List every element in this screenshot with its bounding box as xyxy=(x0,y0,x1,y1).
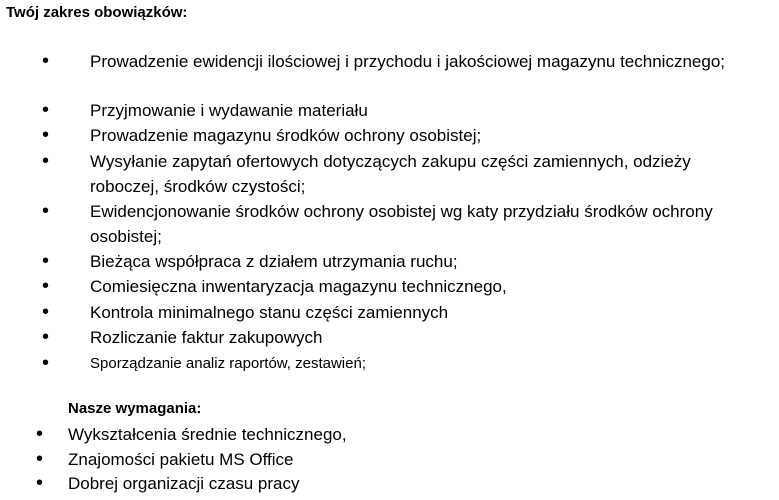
list-item-text: Comiesięczna inwentaryzacja magazynu technicznego, xyxy=(90,277,507,296)
section-heading-requirements: Nasze wymagania: xyxy=(68,400,202,417)
list-item-text: Znajomości pakietu MS Office xyxy=(68,450,294,469)
list-item-text: Wysyłanie zapytań ofertowych dotyczących zakupu części zamiennych, odzieży roboczej, środków czystości; xyxy=(90,152,691,196)
bullet-icon: • xyxy=(36,448,44,470)
bullet-icon: • xyxy=(42,275,50,297)
list-item-text: Prowadzenie magazynu środków ochrony osobistej; xyxy=(90,126,482,145)
bullet-icon: • xyxy=(42,124,50,146)
bullet-icon: • xyxy=(42,50,50,72)
bullet-icon: • xyxy=(36,472,44,494)
list-item-text: Sporządzanie analiz raportów, zestawień; xyxy=(90,355,366,372)
list-item-text: Ewidencjonowanie środków ochrony osobistej wg katy przydziału środków ochrony osobistej; xyxy=(90,202,713,246)
list-item-text: Dobrej organizacji czasu pracy xyxy=(68,474,300,493)
bullet-icon: • xyxy=(36,423,44,445)
list-item-text: Przyjmowanie i wydawanie materiału xyxy=(90,101,368,120)
bullet-icon: • xyxy=(42,250,50,272)
bullet-icon: • xyxy=(42,326,50,348)
list-item-text: Wykształcenia średnie technicznego, xyxy=(68,425,347,444)
bullet-icon: • xyxy=(42,200,50,222)
list-item-text: Kontrola minimalnego stanu części zamiennych xyxy=(90,303,449,322)
bullet-icon: • xyxy=(42,150,50,172)
list-item-text: Rozliczanie faktur zakupowych xyxy=(90,328,323,347)
bullet-icon: • xyxy=(42,352,50,374)
bullet-icon: • xyxy=(42,301,50,323)
list-item-text: Bieżąca współpraca z działem utrzymania ruchu; xyxy=(90,252,458,271)
bullet-icon: • xyxy=(42,99,50,121)
list-item-text: Prowadzenie ewidencji ilościowej i przychodu i jakościowej magazynu technicznego; xyxy=(90,52,725,71)
section-heading-responsibilities: Twój zakres obowiązków: xyxy=(6,4,188,21)
